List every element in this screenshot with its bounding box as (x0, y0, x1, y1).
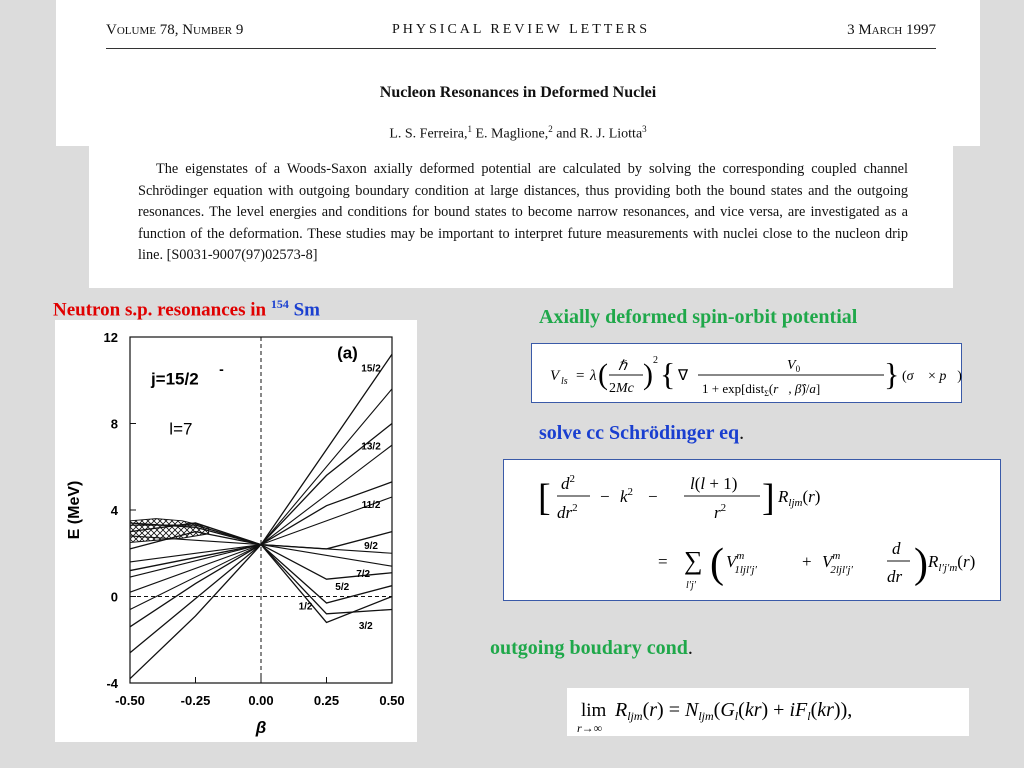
r-ljm: $R_{ljm}(r)$ (778, 487, 821, 509)
equals-2: = (658, 552, 668, 571)
paren-close: ) (643, 358, 653, 391)
boundary-condition-label (490, 637, 693, 660)
chart-svg (55, 320, 417, 742)
x-tick-label: -0.25 (180, 693, 211, 708)
schrodinger-text: solve cc Schrödinger eq (539, 422, 740, 444)
paren-open: ( (598, 358, 608, 391)
lim: lim (581, 700, 607, 721)
author-2: E. Maglione, (472, 126, 549, 142)
neutron-prefix: Neutron s.p. resonances in (53, 299, 271, 321)
schrodinger-label (539, 422, 744, 445)
lim-sub: r→∞ (577, 721, 603, 735)
bracket-open: [ (538, 477, 551, 519)
x-axis-label: β (255, 718, 267, 737)
spin-orbit-formula (532, 344, 963, 404)
cross-product: (σ⃗ × p⃗) (902, 369, 962, 384)
lambda: λ (590, 368, 597, 384)
power-two: 2 (653, 355, 658, 366)
level-label: 13/2 (361, 441, 381, 453)
x-tick-label: 0.25 (313, 693, 340, 708)
v0: $V_0$ (787, 358, 801, 374)
panel-label: (a) (337, 343, 358, 363)
header-rule (106, 48, 936, 49)
j-parity: - (219, 360, 224, 377)
journal-line (106, 22, 936, 42)
boundary-body: $R_{ljm}(r) = N_{ljm}(G_l(kr) + iF_l(kr))$, (615, 699, 853, 723)
affil-1: 1 (467, 124, 472, 134)
authors (56, 124, 980, 143)
j-annotation: j=15/2 (150, 369, 199, 389)
l-term: l(l + 1) (690, 474, 738, 493)
x-tick-label: -0.50 (115, 693, 145, 708)
y-tick-label: -4 (106, 676, 118, 691)
paren-open-2: ( (710, 541, 724, 587)
level-label: 7/2 (356, 569, 371, 581)
spin-orbit-label: Axially deformed spin-orbit potential (539, 306, 858, 328)
paper-title: Nucleon Resonances in Deformed Nuclei (379, 84, 657, 101)
hbar: ℏ (618, 359, 627, 374)
coupled-channel-equation (503, 459, 1001, 601)
affil-2: 2 (548, 124, 553, 134)
paren-close-2: ) (914, 541, 928, 587)
level-label: 9/2 (364, 540, 378, 552)
k2: $k^2$ (620, 486, 634, 506)
y-tick-label: 0 (110, 589, 118, 605)
v1: $V^m$ 1ljl′j′ (726, 550, 757, 576)
plus-1: + (802, 552, 812, 571)
denominator: 1 + exp[dist$_\Sigma$(r⃗, β̂)/a] (702, 381, 821, 398)
vls-symbol: V (550, 368, 560, 384)
boundary-formula (567, 688, 969, 736)
neutron-resonances-label (53, 297, 320, 321)
dr-op: dr (887, 567, 903, 586)
y-tick-label: 8 (110, 416, 118, 432)
r-lprime: $R_{l'j'm}(r)$ (928, 552, 976, 574)
publication-date: 3 March 1997 (847, 22, 936, 38)
equals-sign: = (576, 368, 585, 384)
minus-1: − (600, 487, 610, 506)
abstract-text: The eigenstates of a Woods-Saxon axially deformed potential are calculated by solving the corresponding coupled channel Schrödinger equation with outgoing boundary condition at large distances, thus providing both the bound states and the outgoing resonances. The level energies and conditions for bound states to become narrow resonances, and vice versa, are investigated as a function of the deformation. These studies may be important to interpret future measurements with nuclei close to the nucleon drip line. [S0031-9007(97)02573-8] (138, 161, 908, 263)
level-label: 15/2 (361, 363, 381, 375)
author-3: and R. J. Liotta (552, 126, 643, 142)
dr2: $dr^2$ (557, 502, 578, 522)
brace-open: { (660, 356, 676, 392)
boundary-equation (567, 688, 969, 736)
d-op: d (892, 539, 901, 558)
affil-3: 3 (642, 124, 647, 134)
y-tick-label: 4 (110, 503, 118, 518)
level-label: 5/2 (335, 582, 350, 594)
nabla: ∇ (678, 368, 689, 384)
boundary-text: outgoing boudary cond (490, 637, 688, 659)
author-1: L. S. Ferreira, (389, 126, 468, 142)
journal-name: PHYSICAL REVIEW LETTERS (392, 22, 650, 37)
level-label: 11/2 (361, 499, 381, 511)
nilsson-diagram (55, 320, 417, 742)
level-label: 3/2 (358, 620, 373, 632)
abstract-panel (89, 146, 953, 288)
level-label: 1/2 (298, 601, 313, 613)
v2: $V^m$ 2ljl′j′ (822, 550, 853, 576)
two-mc: 2Mc (609, 381, 634, 396)
paper-header (56, 0, 980, 146)
sum-sign: ∑ (684, 546, 703, 575)
sum-index: l′j′ (686, 580, 696, 591)
brace-close: } (884, 356, 900, 392)
x-tick-label: 0.00 (248, 693, 274, 708)
l-annotation: l=7 (169, 419, 193, 439)
x-tick-label: 0.50 (379, 693, 405, 708)
schrodinger-dot: . (739, 422, 745, 444)
boundary-dot: . (687, 637, 693, 659)
mass-number: 154 (270, 297, 289, 311)
d2: $d^2$ (561, 473, 575, 493)
spin-orbit-equation (531, 343, 962, 403)
vls-subscript: ls (561, 376, 568, 387)
y-tick-label: 12 (103, 330, 118, 345)
coupled-channel-formula (504, 460, 1002, 602)
minus-2: − (648, 487, 658, 506)
bracket-close: ] (762, 477, 775, 519)
y-axis-label: E (MeV) (66, 480, 83, 540)
element-symbol: Sm (288, 299, 320, 321)
r2: $r^2$ (714, 502, 727, 522)
volume-number: Volume 78, Number 9 (106, 22, 244, 38)
